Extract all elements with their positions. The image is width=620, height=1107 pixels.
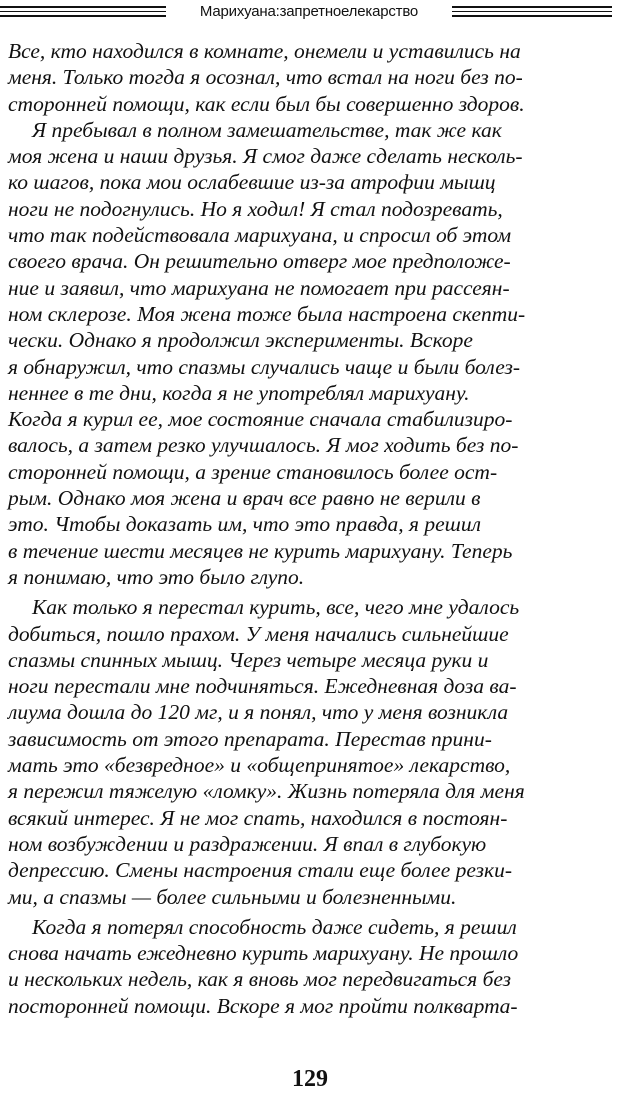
text-line: рым. Однако моя жена и врач все равно не верили в [8, 486, 481, 511]
text-line: зависимость от этого препарата. Перестав прини- [8, 726, 492, 751]
text-line: и нескольких недель, как я вновь мог передвигаться без [8, 967, 512, 992]
text-line: своего врача. Он решительно отверг мое предположе- [8, 249, 511, 274]
text-line: чески. Однако я продолжил эксперименты. Вскоре [8, 328, 473, 353]
paragraph [8, 914, 608, 1019]
text-line: что так подействовала марихуана, и спросил об этом [8, 223, 512, 248]
text-line: меня. Только тогда я осознал, что встал на ноги без по- [8, 65, 523, 90]
paragraph [8, 594, 608, 910]
text-line: депрессию. Смены настроения стали еще более резки- [8, 858, 512, 883]
text-line: ко шагов, пока мои ослабевшие из-за атрофии мышц [8, 170, 496, 195]
text-line: снова начать ежедневно курить марихуану. Не прошло [8, 941, 519, 966]
text-line: ноги перестали мне подчиняться. Ежедневная доза ва- [8, 674, 517, 699]
text-line: Все, кто находился в комнате, онемели и уставились на [8, 39, 521, 63]
text-line: ние и заявил, что марихуана не помогает при рассеян- [8, 275, 510, 300]
text-line: спазмы спинных мышц. Через четыре месяца руки и [8, 647, 489, 672]
text-line: мать это «безвредное» и «общепринятое» лекарство, [8, 753, 511, 778]
text-line: ном склерозе. Моя жена тоже была настроена скепти- [8, 301, 526, 326]
text-line: неннее в те дни, когда я не употреблял марихуану. [8, 380, 470, 405]
body-text [8, 38, 608, 1019]
text-line: лиума дошла до 120 мг, и я понял, что у меня возникла [8, 700, 509, 725]
text-line: всякий интерес. Я не мог спать, находился в постоян- [8, 805, 508, 830]
paragraph [8, 38, 608, 117]
text-line: ном возбуждении и раздражении. Я впал в глубокую [8, 831, 487, 856]
running-header-title: Марихуана:запретноелекарство [199, 3, 419, 20]
text-line: моя жена и наши друзья. Я смог даже сделать несколь- [8, 144, 523, 169]
header-rule-left [0, 6, 166, 19]
text-line: это. Чтобы доказать им, что это правда, я решил [8, 512, 482, 537]
text-line: Как только я перестал курить, все, чего мне удалось [32, 595, 520, 620]
text-line: сторонней помощи, а зрение становилось более ост- [8, 459, 498, 484]
paragraph [8, 117, 608, 590]
text-line: Когда я курил ее, мое состояние сначала стабилизиро- [8, 407, 513, 432]
page-number: 129 [292, 1066, 328, 1092]
text-line: посторонней помощи. Вскоре я мог пройти полквартa- [8, 993, 518, 1018]
text-line: Я пребывал в полном замешательстве, так же как [32, 117, 502, 142]
text-line: сторонней помощи, как если был бы совершенно здоров. [8, 91, 525, 116]
text-line: я пережил тяжелую «ломку». Жизнь потеряла для меня [8, 779, 525, 804]
text-line: валось, а затем резко улучшалось. Я мог ходить без по- [8, 433, 519, 458]
text-line: я обнаружил, что спазмы случались чаще и были болез- [8, 354, 521, 379]
text-line: ноги не подогнулись. Но я ходил! Я стал подозревать, [8, 196, 503, 221]
running-header [0, 0, 620, 30]
header-rule-right [452, 6, 612, 19]
text-line: Когда я потерял способность даже сидеть, я решил [32, 914, 517, 939]
text-line: добиться, пошло прахом. У меня начались сильнейшие [8, 621, 509, 646]
text-line: ми, а спазмы — более сильными и болезненными. [8, 884, 457, 909]
text-line: я понимаю, что это было глупо. [8, 564, 305, 589]
text-line: в течение шести месяцев не курить марихуану. Теперь [8, 538, 513, 563]
